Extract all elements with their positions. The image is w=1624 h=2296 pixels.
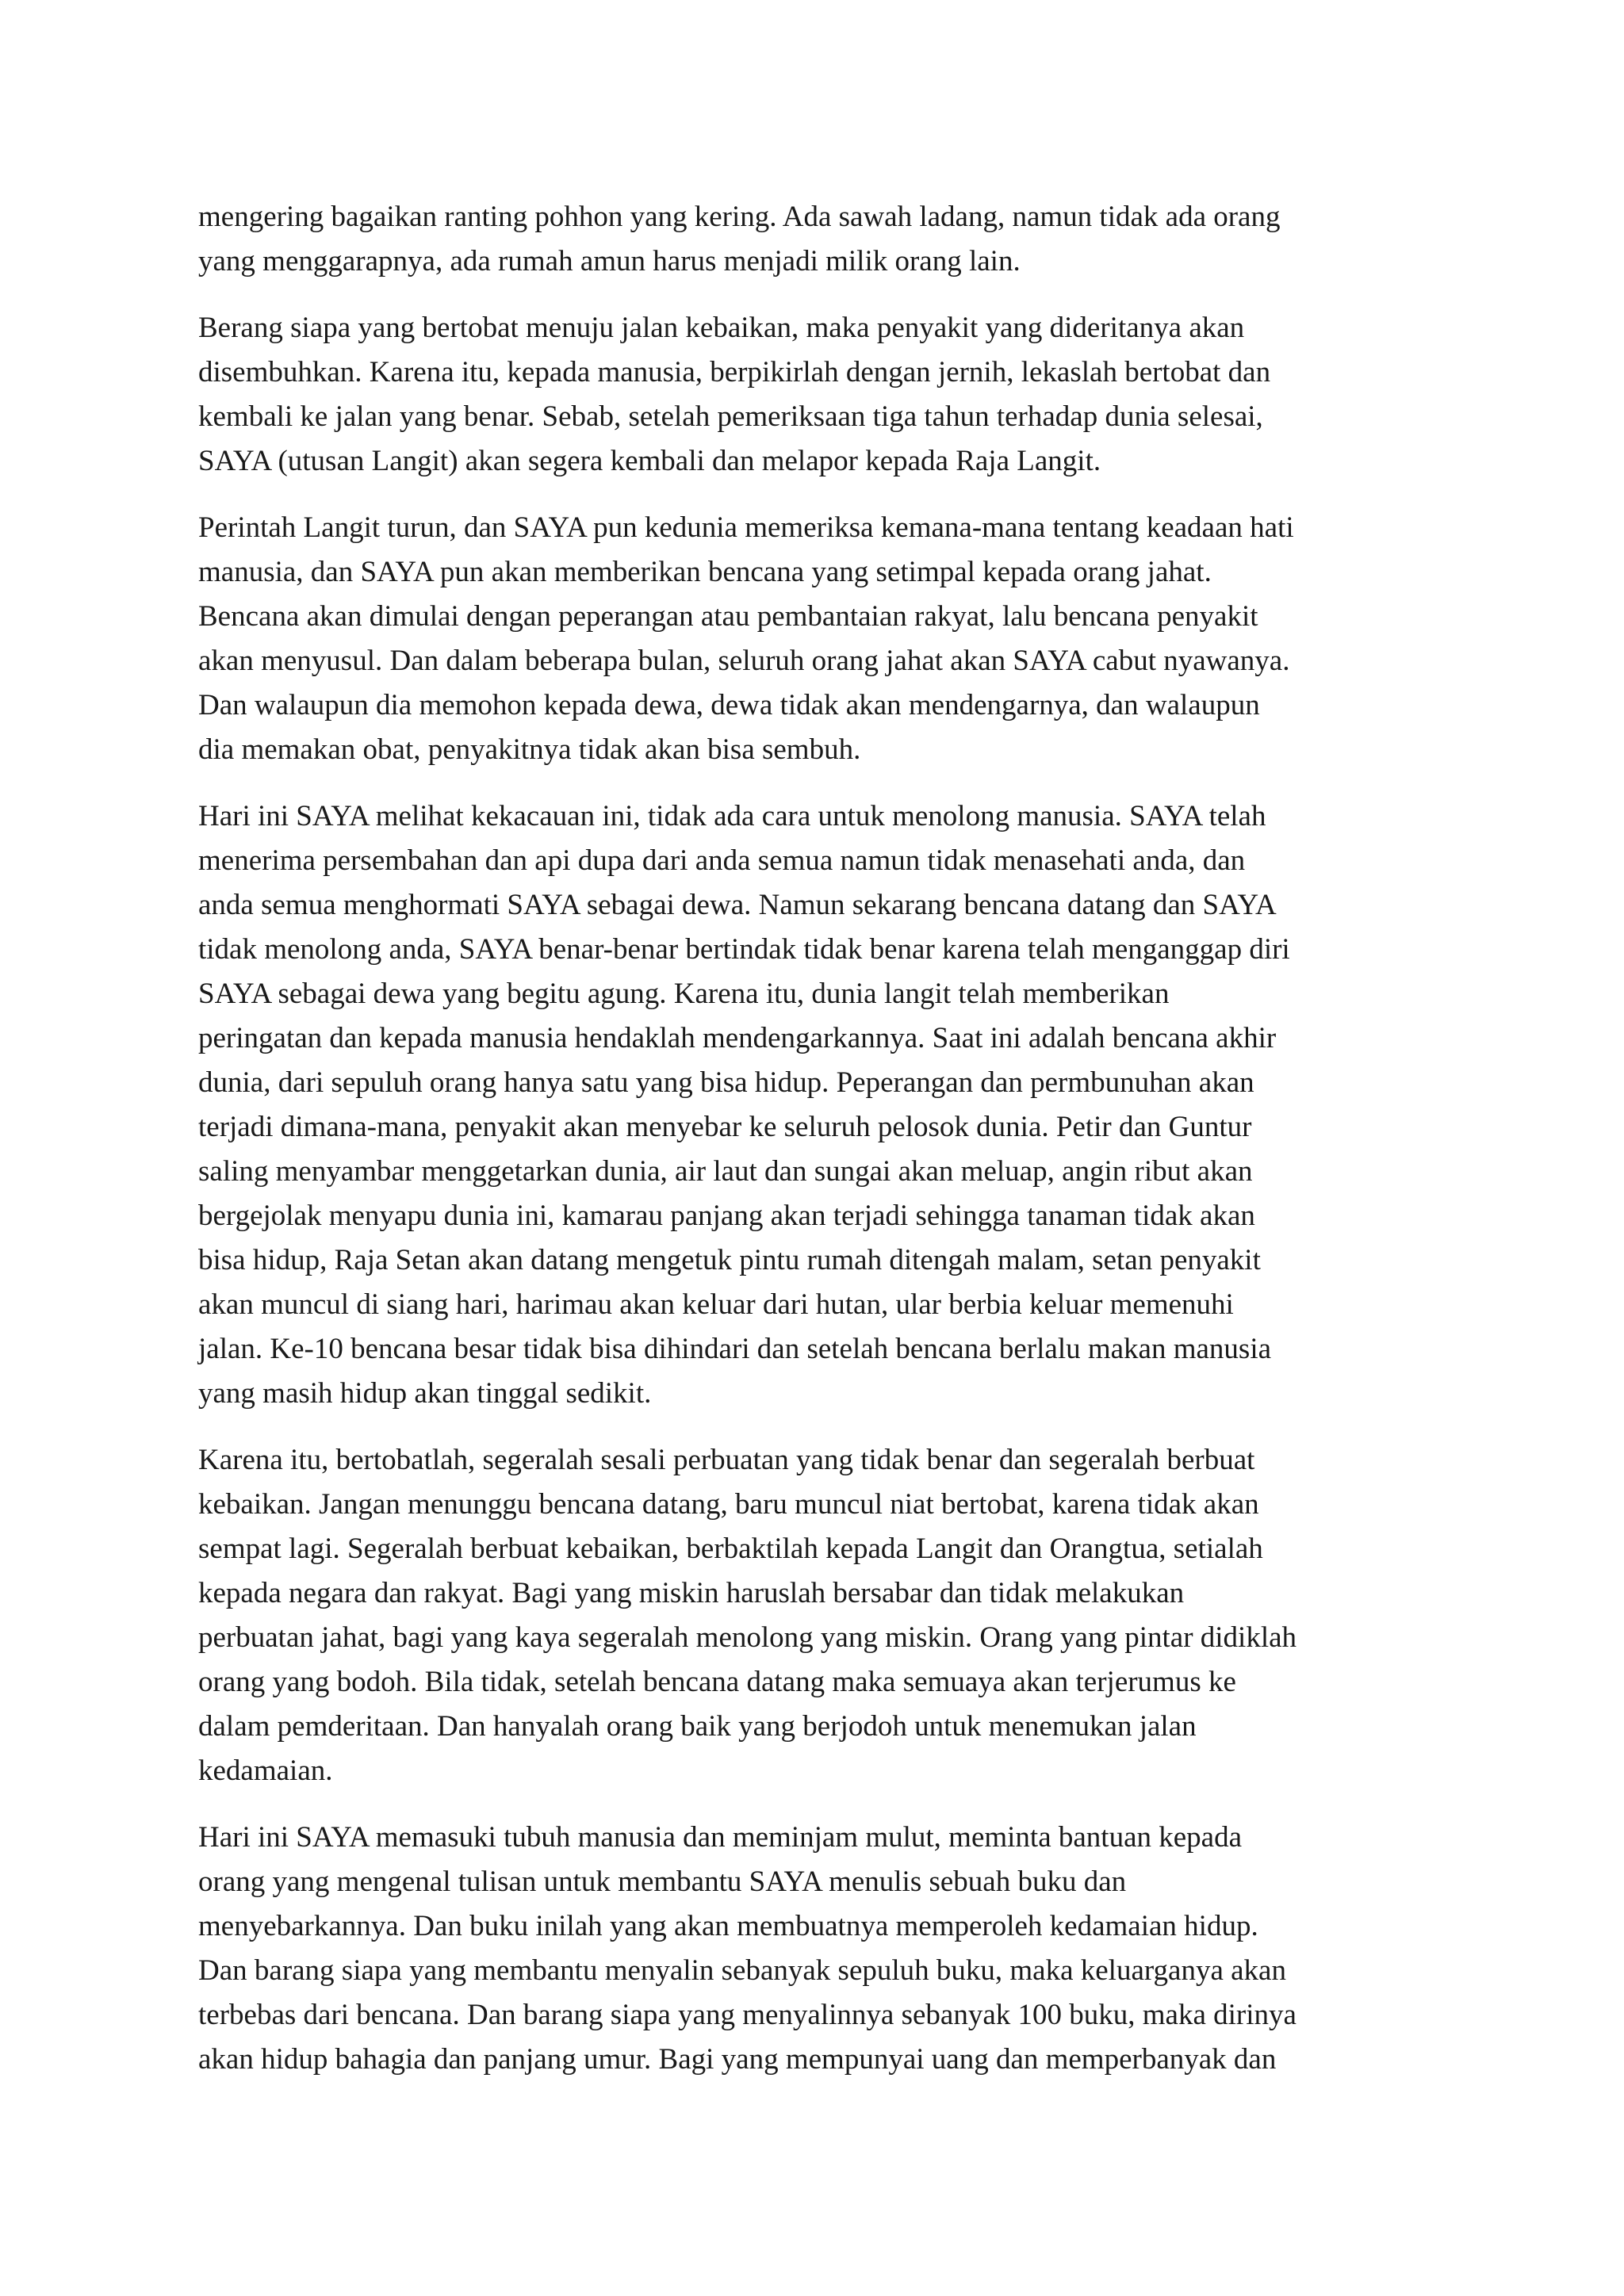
text-line: kedamaian. (198, 1755, 333, 1787)
text-line: Bencana akan dimulai dengan peperangan atau pembantaian rakyat, lalu bencana penyakit (198, 600, 1258, 633)
text-line: tidak menolong anda, SAYA benar-benar bertindak tidak benar karena telah menganggap diri (198, 933, 1290, 966)
paragraph-1 (198, 195, 1435, 284)
text-line: mengering bagaikan ranting pohhon yang kering. Ada sawah ladang, namun tidak ada orang (198, 201, 1281, 233)
text-line: disembuhkan. Karena itu, kepada manusia, berpikirlah dengan jernih, lekaslah bertobat dan (198, 356, 1271, 388)
text-line: kembali ke jalan yang benar. Sebab, setelah pemeriksaan tiga tahun terhadap dunia selesai, (198, 400, 1263, 433)
text-line: anda semua menghormati SAYA sebagai dewa. Namun sekarang bencana datang dan SAYA (198, 889, 1277, 921)
text-line: perbuatan jahat, bagi yang kaya segeralah menolong yang miskin. Orang yang pintar didiklah (198, 1621, 1297, 1654)
text-line: Hari ini SAYA melihat kekacauan ini, tidak ada cara untuk menolong manusia. SAYA telah (198, 800, 1266, 832)
text-line: dunia, dari sepuluh orang hanya satu yang bisa hidup. Peperangan dan permbunuhan akan (198, 1066, 1254, 1099)
text-line: saling menyambar menggetarkan dunia, air laut dan sungai akan meluap, angin ribut akan (198, 1155, 1253, 1188)
text-line: bergejolak menyapu dunia ini, kamarau panjang akan terjadi sehingga tanaman tidak akan (198, 1200, 1255, 1232)
text-line: menerima persembahan dan api dupa dari anda semua namun tidak menasehati anda, dan (198, 844, 1246, 877)
text-line: Hari ini SAYA memasuki tubuh manusia dan meminjam mulut, meminta bantuan kepada (198, 1821, 1243, 1854)
text-line: Perintah Langit turun, dan SAYA pun kedunia memeriksa kemana-mana tentang keadaan hati (198, 511, 1294, 544)
text-line: Berang siapa yang bertobat menuju jalan kebaikan, maka penyakit yang dideritanya akan (198, 312, 1245, 344)
text-line: yang menggarapnya, ada rumah amun harus menjadi milik orang lain. (198, 245, 1021, 277)
text-line: akan hidup bahagia dan panjang umur. Bagi yang mempunyai uang dan memperbanyak dan (198, 2043, 1277, 2076)
paragraph-3 (198, 506, 1435, 772)
text-line: Dan walaupun dia memohon kepada dewa, dewa tidak akan mendengarnya, dan walaupun (198, 689, 1260, 721)
text-line: akan menyusul. Dan dalam beberapa bulan, seluruh orang jahat akan SAYA cabut nyawanya. (198, 645, 1290, 677)
text-line: jalan. Ke-10 bencana besar tidak bisa dihindari dan setelah bencana berlalu makan manusia (198, 1333, 1272, 1365)
text-line: dia memakan obat, penyakitnya tidak akan bisa sembuh. (198, 733, 861, 766)
text-line: menyebarkannya. Dan buku inilah yang akan membuatnya memperoleh kedamaian hidup. (198, 1910, 1258, 1942)
text-line: bisa hidup, Raja Setan akan datang mengetuk pintu rumah ditengah malam, setan penyakit (198, 1244, 1261, 1276)
text-line: yang masih hidup akan tinggal sedikit. (198, 1377, 652, 1410)
text-line: terbebas dari bencana. Dan barang siapa yang menyalinnya sebanyak 100 buku, maka dirinya (198, 1999, 1297, 2031)
paragraph-2 (198, 306, 1435, 484)
text-line: orang yang mengenal tulisan untuk membantu SAYA menulis sebuah buku dan (198, 1866, 1127, 1898)
text-line: manusia, dan SAYA pun akan memberikan bencana yang setimpal kepada orang jahat. (198, 556, 1212, 588)
text-line: kepada negara dan rakyat. Bagi yang miskin haruslah bersabar dan tidak melakukan (198, 1577, 1185, 1609)
text-line: akan muncul di siang hari, harimau akan keluar dari hutan, ular berbia keluar memenuhi (198, 1288, 1234, 1321)
paragraph-6 (198, 1816, 1435, 2082)
text-line: peringatan dan kepada manusia hendaklah mendengarkannya. Saat ini adalah bencana akhir (198, 1022, 1277, 1054)
paragraph-4 (198, 794, 1435, 1416)
text-line: orang yang bodoh. Bila tidak, setelah bencana datang maka semuaya akan terjerumus ke (198, 1666, 1236, 1698)
text-line: SAYA (utusan Langit) akan segera kembali dan melapor kepada Raja Langit. (198, 445, 1101, 477)
paragraph-5 (198, 1438, 1435, 1793)
text-line: Dan barang siapa yang membantu menyalin sebanyak sepuluh buku, maka keluarganya akan (198, 1954, 1286, 1987)
text-line: kebaikan. Jangan menunggu bencana datang, baru muncul niat bertobat, karena tidak akan (198, 1488, 1259, 1521)
body-text (198, 195, 1435, 2104)
text-line: terjadi dimana-mana, penyakit akan menyebar ke seluruh pelosok dunia. Petir dan Guntur (198, 1111, 1252, 1143)
text-line: sempat lagi. Segeralah berbuat kebaikan, berbaktilah kepada Langit dan Orangtua, setialah (198, 1533, 1263, 1565)
text-line: dalam pemderitaan. Dan hanyalah orang baik yang berjodoh untuk menemukan jalan (198, 1710, 1197, 1743)
text-line: Karena itu, bertobatlah, segeralah sesali perbuatan yang tidak benar dan segeralah berbuat (198, 1444, 1255, 1476)
text-line: SAYA sebagai dewa yang begitu agung. Karena itu, dunia langit telah memberikan (198, 978, 1170, 1010)
